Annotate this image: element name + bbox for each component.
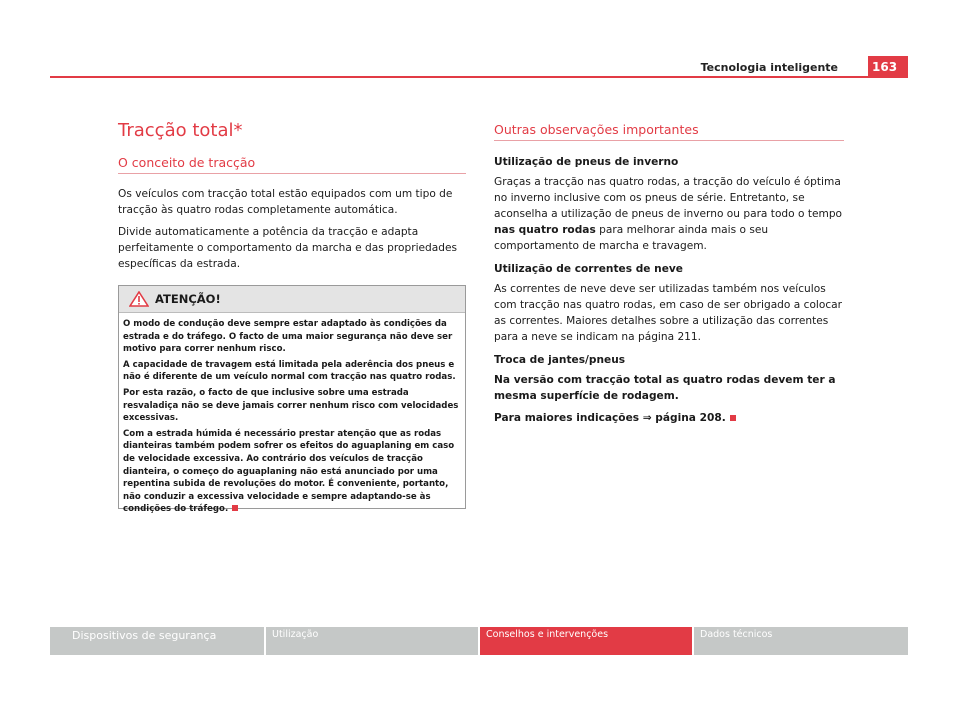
footer-tabs <box>50 627 908 655</box>
warning-title: ATENÇÃO! <box>155 292 221 306</box>
subheading-wheel-change: Troca de jantes/pneus <box>494 354 626 366</box>
paragraph-snow-chains: As correntes de neve deve ser utilizadas também nos veículos com tracção nas quatro rodas, em caso de ser obrigado a colocar as correntes. Maiores detalhes sobre a utilização das correntes para a neve se indicam na página 211. <box>494 283 843 343</box>
section-title: Tecnologia inteligente <box>700 61 838 74</box>
subheading-snow-chains: Utilização de correntes de neve <box>494 263 683 275</box>
warning-paragraph-last <box>123 428 461 516</box>
warning-header <box>119 286 465 313</box>
warning-paragraph-text: Com a estrada húmida é necessário prestar atenção que as rodas dianteiras também podem sofrer os efeitos do aguaplaning em caso de velocidade excessiva. Ao contrário dos veículos de tracção dianteira, o começo do aguaplaning não está anunciado por uma repentina subida de revoluções do motor. É conveniente, portanto, não conduzir a excessiva velocidade e sempre adaptando-se às condições do tráfego. <box>123 428 455 515</box>
text-run: Graças a tracção nas quatro rodas, a tracção do veículo é óptima no inverno inclusive com os pneus de série. Entretanto, se aconselha a utilização de pneus de inverno ou para todo o tempo <box>494 176 843 220</box>
left-paragraph: Os veículos com tracção total estão equipados com um tipo de tracção às quatro rodas completamente automática. <box>118 188 453 216</box>
left-paragraph: Divide automaticamente a potência da tracção e adapta perfeitamente o comportamento da marcha e das propriedades específicas da estrada. <box>118 226 458 270</box>
header-rule <box>50 76 908 78</box>
paragraph-winter-tyres <box>494 174 844 254</box>
right-column <box>494 122 844 432</box>
warning-paragraph: A capacidade de travagem está limitada pela aderência dos pneus e não é diferente de um veículo normal com tracção nas quatro rodas. <box>123 359 456 383</box>
tab-dispositivos-seguranca[interactable]: Dispositivos de segurança <box>50 627 264 655</box>
warning-paragraph: Por esta razão, o facto de que inclusive sobre uma estrada resvaladiça não se deve jamais correr nenhum risco com velocidades excessivas. <box>123 387 459 424</box>
left-subtitle: O conceito de tracção <box>118 155 466 174</box>
warning-paragraph: O modo de condução deve sempre estar adaptado às condições da estrada e do tráfego. O facto de uma maior segurança não deve ser motivo para correr nenhum risco. <box>123 319 453 355</box>
tab-utilizacao[interactable]: Utilização <box>266 627 478 655</box>
paragraph-reference <box>494 410 844 426</box>
paragraph-wheel-change: Na versão com tracção total as quatro rodas devem ter a mesma superfície de rodagem. <box>494 374 836 402</box>
warning-triangle-icon <box>129 291 149 307</box>
subheading-winter-tyres: Utilização de pneus de inverno <box>494 156 679 168</box>
right-title: Outras observações importantes <box>494 122 844 141</box>
warning-box <box>118 285 466 515</box>
end-of-section-icon <box>232 505 238 511</box>
text-run: para melhorar ainda mais o seu comportamento de marcha e travagem. <box>494 224 769 252</box>
end-of-section-icon <box>730 415 736 421</box>
warning-body <box>119 313 465 516</box>
tab-dados-tecnicos[interactable]: Dados técnicos <box>694 627 908 655</box>
text-run-bold: nas quatro rodas <box>494 224 596 236</box>
left-column <box>118 120 466 278</box>
tab-conselhos-intervencoes[interactable]: Conselhos e intervenções <box>480 627 692 655</box>
page-title: Tracção total* <box>118 120 243 141</box>
reference-link[interactable]: Para maiores indicações ⇒ página 208. <box>494 412 726 424</box>
page-number: 163 <box>868 56 908 78</box>
